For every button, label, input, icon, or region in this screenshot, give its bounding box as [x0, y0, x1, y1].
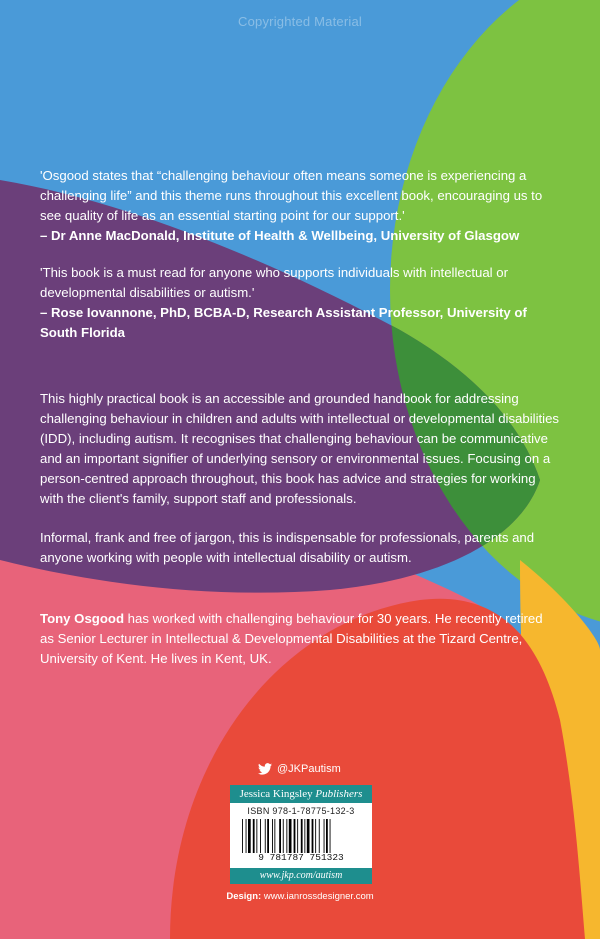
- twitter-handle[interactable]: [258, 763, 341, 775]
- quote-2-attribution: – Rose Iovannone, PhD, BCBA-D, Research Assistant Professor, University of South Florida: [40, 305, 527, 340]
- copyright-watermark: Copyrighted Material: [238, 14, 362, 29]
- author-bio: [40, 609, 560, 669]
- website-url: www.jkp.com/autism: [259, 870, 343, 881]
- quote-1-attribution: – Dr Anne MacDonald, Institute of Health & Wellbeing, University of Glasgow: [40, 228, 520, 243]
- author-name: Tony Osgood: [40, 611, 124, 626]
- barcode-graphic: [242, 819, 368, 853]
- quote-1-text: 'Osgood states that “challenging behaviour often means someone is experiencing a challenging life” and this theme runs throughout this excellent book, encouraging us to see quality of life as an essential starting point for our support.': [40, 168, 543, 223]
- author-bio-text: [40, 609, 560, 669]
- publisher-box: [230, 785, 372, 803]
- publisher-name-italic: Publishers: [315, 788, 363, 800]
- publisher-name: Jessica Kingsley: [239, 788, 313, 800]
- design-url: www.ianrossdesigner.com: [263, 891, 374, 902]
- twitter-bird-icon: [258, 763, 272, 775]
- design-label: Design:: [226, 891, 262, 902]
- isbn-text: ISBN 978-1-78775-132-3: [247, 806, 355, 816]
- book-description: [40, 389, 560, 509]
- endorsement-quote-1: [40, 166, 560, 246]
- author-bio-body: has worked with challenging behaviour for 30 years. He recently retired as Senior Lecturer in Intellectual & Developmental Disabilities at the Tizard Centre, University of Kent. He lives in Kent, UK.: [40, 611, 543, 666]
- barcode-number: 9 781787 751323: [258, 852, 344, 863]
- description-paragraph: This highly practical book is an accessible and grounded handbook for addressing challenging behaviour in children and adults with intellectual or developmental disabilities (IDD), including autism. It recognises that challenging behaviour can be communicative and an important signifier of underlying sensory or environmental issues. Focusing on a person-centred approach throughout, this book has advice and strategies for working with the client's family, support staff and professionals.: [40, 391, 560, 506]
- quote-2-text: 'This book is a must read for anyone who supports individuals with intellectual or developmental disabilities or autism.': [40, 265, 508, 300]
- summary-paragraph: [40, 528, 560, 568]
- summary-text: Informal, frank and free of jargon, this is indispensable for professionals, parents and anyone working with people with intellectual disability or autism.: [40, 530, 535, 565]
- endorsement-quote-2: [40, 263, 560, 343]
- twitter-handle-text: @JKPautism: [277, 763, 341, 775]
- barcode-panel: [230, 803, 372, 868]
- design-credit: [0, 891, 600, 902]
- website-box[interactable]: [230, 868, 372, 884]
